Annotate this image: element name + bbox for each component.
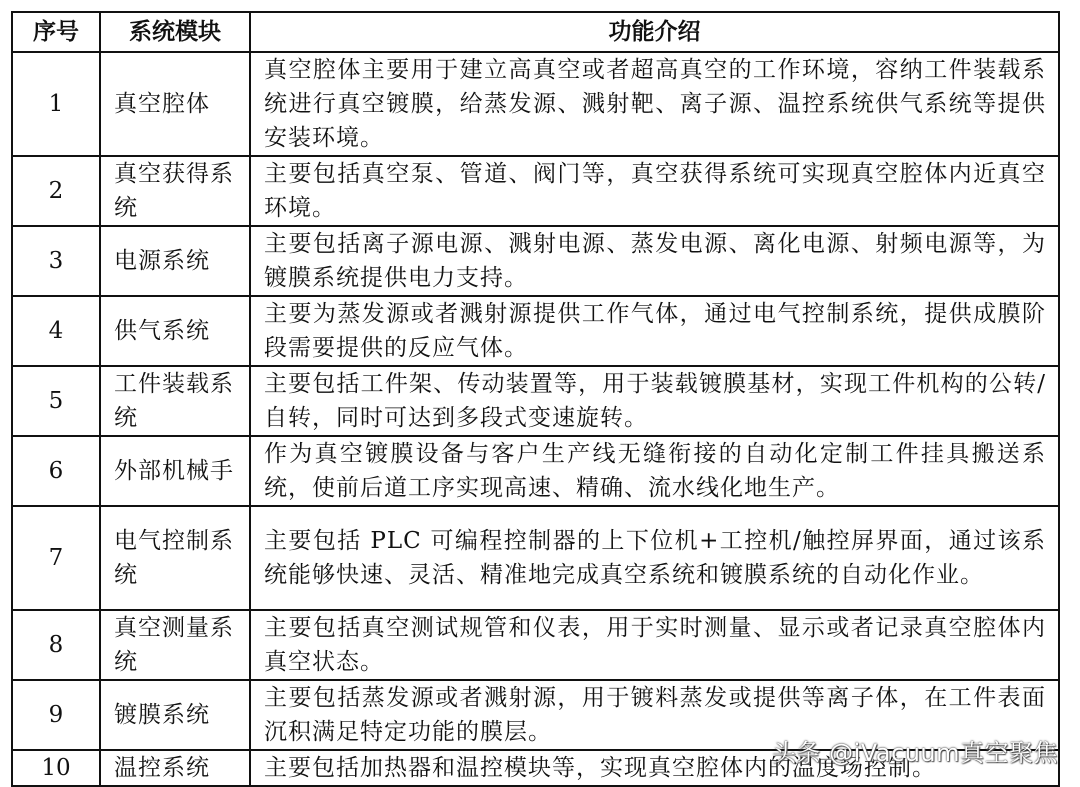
row-description: 主要包括离子源电源、溅射电源、蒸发电源、离化电源、射频电源等，为镀膜系统提供电力支持。	[250, 226, 1059, 296]
row-module: 真空腔体	[100, 52, 250, 156]
table-row	[12, 296, 1059, 366]
table-row	[12, 610, 1059, 680]
table-row	[12, 436, 1059, 506]
row-number: 3	[12, 226, 100, 296]
row-number: 7	[12, 506, 100, 610]
table-header-row	[12, 12, 1059, 52]
row-module: 镀膜系统	[100, 680, 250, 750]
row-description: 作为真空镀膜设备与客户生产线无缝衔接的自动化定制工件挂具搬送系统，使前后道工序实现高速、精确、流水线化地生产。	[250, 436, 1059, 506]
header-system-module: 系统模块	[100, 12, 250, 52]
header-serial-number: 序号	[12, 12, 100, 52]
row-module: 真空测量系统	[100, 610, 250, 680]
system-module-table-container	[11, 11, 1058, 787]
table-row	[12, 52, 1059, 156]
watermark-text: 头条 @iVacuum真空聚焦	[771, 739, 1058, 767]
row-description: 主要包括 PLC 可编程控制器的上下位机+工控机/触控屏界面，通过该系统能够快速、灵活、精准地完成真空系统和镀膜系统的自动化作业。	[250, 506, 1059, 610]
row-number: 8	[12, 610, 100, 680]
row-description: 主要包括真空泵、管道、阀门等，真空获得系统可实现真空腔体内近真空环境。	[250, 156, 1059, 226]
row-number: 1	[12, 52, 100, 156]
row-module: 电气控制系统	[100, 506, 250, 610]
row-number: 6	[12, 436, 100, 506]
row-number: 2	[12, 156, 100, 226]
row-description: 主要包括工件架、传动装置等，用于装载镀膜基材，实现工件机构的公转/自转，同时可达到多段式变速旋转。	[250, 366, 1059, 436]
table-row	[12, 366, 1059, 436]
row-module: 电源系统	[100, 226, 250, 296]
table-row	[12, 226, 1059, 296]
row-description: 主要包括蒸发源或者溅射源，用于镀料蒸发或提供等离子体，在工件表面沉积满足特定功能的膜层。	[250, 680, 1059, 750]
table-row	[12, 156, 1059, 226]
row-number: 4	[12, 296, 100, 366]
row-module: 真空获得系统	[100, 156, 250, 226]
row-number: 5	[12, 366, 100, 436]
row-module: 供气系统	[100, 296, 250, 366]
row-description: 主要包括真空测试规管和仪表，用于实时测量、显示或者记录真空腔体内真空状态。	[250, 610, 1059, 680]
row-module: 外部机械手	[100, 436, 250, 506]
system-module-table	[11, 11, 1060, 787]
row-module: 温控系统	[100, 750, 250, 786]
row-description: 主要包括加热器和温控模块等，实现真空腔体内的温度场控制。	[250, 750, 1059, 786]
row-number: 10	[12, 750, 100, 786]
row-description: 主要为蒸发源或者溅射源提供工作气体，通过电气控制系统，提供成膜阶段需要提供的反应气体。	[250, 296, 1059, 366]
table-row	[12, 506, 1059, 610]
row-description: 真空腔体主要用于建立高真空或者超高真空的工作环境，容纳工件装载系统进行真空镀膜，给蒸发源、溅射靶、离子源、温控系统供气系统等提供安装环境。	[250, 52, 1059, 156]
row-module: 工件装载系统	[100, 366, 250, 436]
row-number: 9	[12, 680, 100, 750]
header-function-description: 功能介绍	[250, 12, 1059, 52]
